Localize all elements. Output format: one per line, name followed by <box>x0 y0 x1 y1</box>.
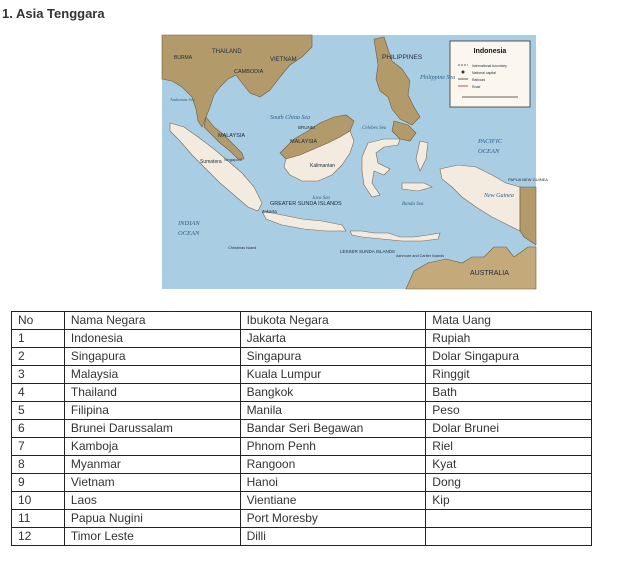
cell-capital: Kuala Lumpur <box>240 366 426 384</box>
cell-capital: Singapura <box>240 348 426 366</box>
label-celebes-sea: Celebes Sea <box>362 126 387 131</box>
cell-no: 11 <box>12 510 65 528</box>
header-currency: Mata Uang <box>426 312 592 330</box>
cell-capital: Manila <box>240 402 426 420</box>
cell-capital: Port Moresby <box>240 510 426 528</box>
label-sumatera: Sumatera <box>200 159 222 165</box>
cell-currency: Riel <box>426 438 592 456</box>
country-table <box>11 311 592 546</box>
label-cambodia: CAMBODIA <box>234 69 264 75</box>
cell-country-name: Indonesia <box>64 330 240 348</box>
label-brunei: BRUNEI <box>298 125 316 130</box>
label-greater-sunda: GREATER SUNDA ISLANDS <box>270 201 342 207</box>
table-row <box>12 474 592 492</box>
cell-country-name: Laos <box>64 492 240 510</box>
label-philippines: PHILIPPINES <box>382 54 423 61</box>
label-south-china-sea: South China Sea <box>270 115 310 121</box>
table-header-row <box>12 312 592 330</box>
table-row <box>12 438 592 456</box>
cell-capital: Vientiane <box>240 492 426 510</box>
table-row <box>12 456 592 474</box>
cell-country-name: Singapura <box>64 348 240 366</box>
label-andaman-sea: Andaman Sea <box>170 97 195 102</box>
cell-currency <box>426 528 592 546</box>
cell-capital: Phnom Penh <box>240 438 426 456</box>
label-java-sea: Java Sea <box>312 196 330 201</box>
label-christmas-island: Christmas Island <box>228 246 257 250</box>
cell-country-name: Brunei Darussalam <box>64 420 240 438</box>
cell-country-name: Timor Leste <box>64 528 240 546</box>
cell-country-name: Filipina <box>64 402 240 420</box>
cell-currency: Bath <box>426 384 592 402</box>
cell-currency: Kip <box>426 492 592 510</box>
cell-currency: Dong <box>426 474 592 492</box>
table-row <box>12 402 592 420</box>
table-row <box>12 420 592 438</box>
table-row <box>12 366 592 384</box>
legend-item-capital: National capital <box>472 71 496 75</box>
label-indian-ocean-line1: INDIAN <box>178 220 200 227</box>
cell-country-name: Kamboja <box>64 438 240 456</box>
legend-item-road: Road <box>472 85 481 89</box>
table-row <box>12 384 592 402</box>
label-malaysia-east: MALAYSIA <box>290 139 318 145</box>
header-no: No <box>12 312 65 330</box>
cell-no: 2 <box>12 348 65 366</box>
cell-currency: Peso <box>426 402 592 420</box>
cell-capital: Bandar Seri Begawan <box>240 420 426 438</box>
cell-country-name: Papua Nugini <box>64 510 240 528</box>
cell-currency: Ringgit <box>426 366 592 384</box>
header-capital: Ibukota Negara <box>240 312 426 330</box>
cell-currency <box>426 510 592 528</box>
cell-currency: Dolar Brunei <box>426 420 592 438</box>
table-row <box>12 528 592 546</box>
label-jakarta: Jakarta <box>262 209 277 214</box>
cell-no: 8 <box>12 456 65 474</box>
legend-item-boundary: International boundary <box>472 64 507 68</box>
table-row <box>12 348 592 366</box>
cell-no: 7 <box>12 438 65 456</box>
section-heading: 1. Asia Tenggara <box>2 6 105 21</box>
cell-country-name: Malaysia <box>64 366 240 384</box>
cell-no: 3 <box>12 366 65 384</box>
map-graphic <box>162 35 548 289</box>
cell-country-name: Myanmar <box>64 456 240 474</box>
table-row <box>12 330 592 348</box>
cell-capital: Hanoi <box>240 474 426 492</box>
cell-no: 1 <box>12 330 65 348</box>
label-banda-sea: Banda Sea <box>402 202 424 207</box>
legend-item-railroad: Railroad <box>472 78 486 82</box>
indonesia-map <box>162 35 548 289</box>
label-ashmore: Ashmore and Cartier Islands <box>396 254 445 258</box>
cell-capital: Bangkok <box>240 384 426 402</box>
cell-capital: Rangoon <box>240 456 426 474</box>
label-singapore: Singapore <box>224 157 243 162</box>
cell-currency: Rupiah <box>426 330 592 348</box>
cell-no: 10 <box>12 492 65 510</box>
label-malaysia-west: MALAYSIA <box>218 133 246 139</box>
cell-capital: Dilli <box>240 528 426 546</box>
cell-capital: Jakarta <box>240 330 426 348</box>
table-row <box>12 510 592 528</box>
cell-no: 6 <box>12 420 65 438</box>
label-philippine-sea: Philippine Sea <box>420 75 456 81</box>
cell-no: 9 <box>12 474 65 492</box>
header-country-name: Nama Negara <box>64 312 240 330</box>
table-row <box>12 492 592 510</box>
label-kalimantan: Kalimantan <box>310 163 336 169</box>
cell-currency: Kyat <box>426 456 592 474</box>
label-pacific-ocean-line2: OCEAN <box>478 148 500 155</box>
cell-no: 5 <box>12 402 65 420</box>
cell-no: 12 <box>12 528 65 546</box>
label-pacific-ocean-line1: PACIFIC <box>478 138 503 145</box>
label-australia: AUSTRALIA <box>470 270 509 277</box>
label-indian-ocean-line2: OCEAN <box>178 230 200 237</box>
cell-country-name: Thailand <box>64 384 240 402</box>
label-papua-new-guinea: PAPUA NEW GUINEA <box>508 177 548 182</box>
legend-title: Indonesia <box>473 48 507 55</box>
cell-currency: Dolar Singapura <box>426 348 592 366</box>
label-new-guinea: New Guinea <box>484 193 514 199</box>
cell-country-name: Vietnam <box>64 474 240 492</box>
cell-no: 4 <box>12 384 65 402</box>
label-vietnam: VIETNAM <box>270 57 297 63</box>
label-burma: BURMA <box>174 55 193 61</box>
label-lesser-sunda: LESSER SUNDA ISLANDS <box>340 249 396 254</box>
label-thailand: THAILAND <box>212 49 242 55</box>
